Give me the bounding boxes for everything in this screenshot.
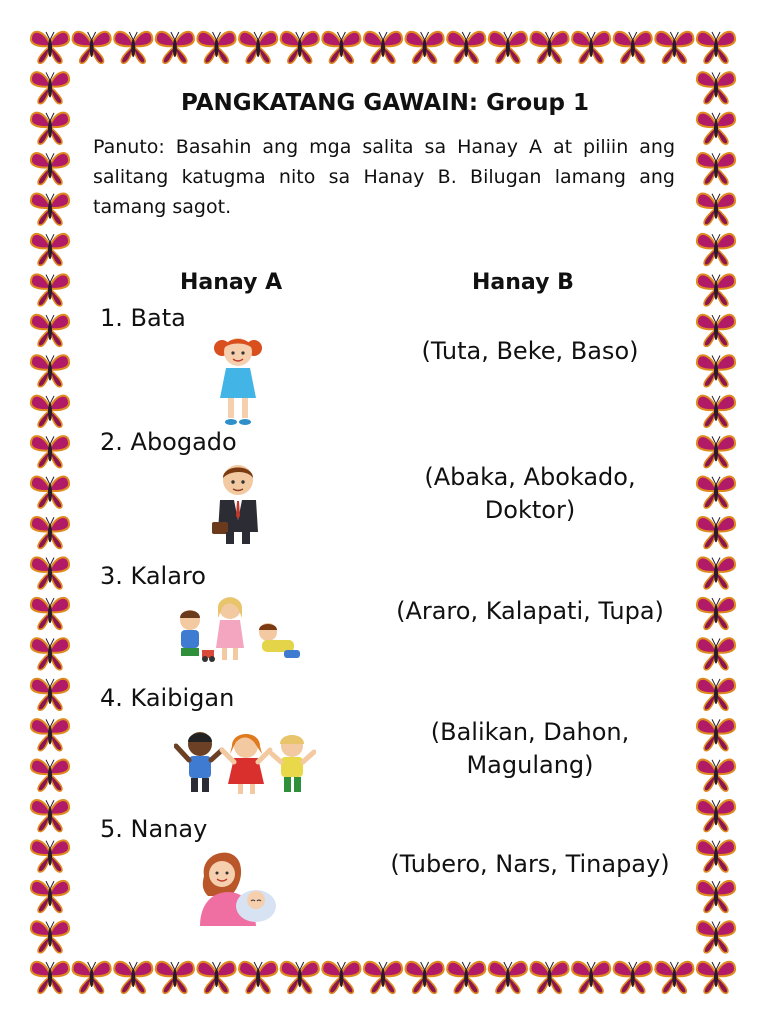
- lawyer-illustration: [208, 460, 268, 546]
- page-title: PANGKATANG GAWAIN: Group 1: [180, 90, 589, 116]
- choices-2[interactable]: (Abaka, Abokado, Doktor): [424, 463, 636, 524]
- choices-4[interactable]: (Balikan, Dahon, Magulang): [430, 718, 630, 779]
- column-header-hanay-b: Hanay B: [472, 270, 574, 295]
- friends-illustration: [174, 724, 316, 798]
- item-label-2: 2. Abogado: [100, 428, 237, 456]
- girl-illustration: [210, 332, 266, 428]
- mother-baby-illustration: [194, 846, 282, 926]
- item-label-5: 5. Nanay: [100, 815, 208, 843]
- choices-3[interactable]: (Araro, Kalapati, Tupa): [396, 597, 664, 625]
- choices-5[interactable]: (Tubero, Nars, Tinapay): [390, 850, 670, 878]
- instructions: Panuto: Basahin ang mga salita sa Hanay A at piliin ang salitang katugma nito sa Hanay B. Bilugan lamang ang tamang sagot.: [93, 136, 675, 218]
- column-header-hanay-a: Hanay A: [180, 270, 283, 295]
- item-label-4: 4. Kaibigan: [100, 684, 235, 712]
- choices-1[interactable]: (Tuta, Beke, Baso): [421, 337, 639, 365]
- playing-kids-illustration: [172, 594, 304, 664]
- item-label-3: 3. Kalaro: [100, 562, 206, 590]
- item-label-1: 1. Bata: [100, 304, 186, 332]
